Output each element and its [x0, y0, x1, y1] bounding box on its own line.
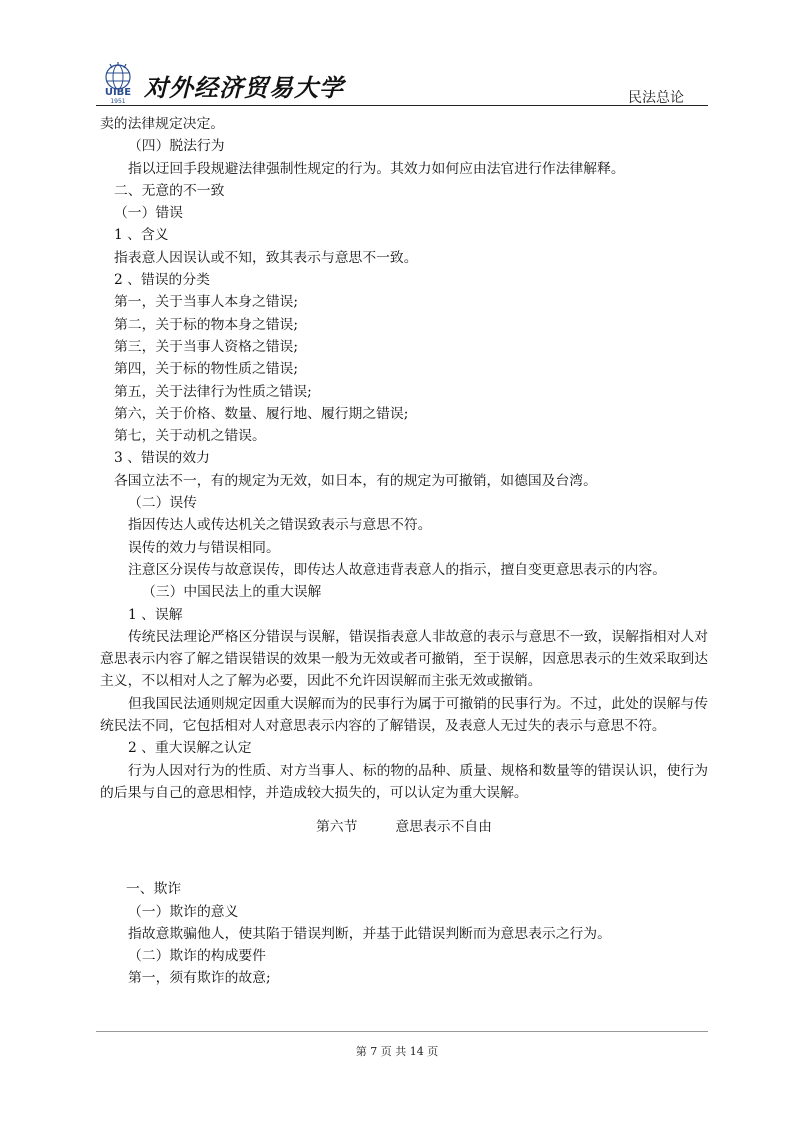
paragraph: 卖的法律规定决定。: [100, 116, 225, 132]
paragraph: 指故意欺骗他人，使其陷于错误判断，并基于此错误判断而为意思表示之行为。: [128, 925, 611, 942]
paragraph: 注意区分误传与故意误传，即传达人故意违背表意人的指示，擅自变更意思表示的内容。: [128, 561, 667, 578]
subheading: （二）欺诈的构成要件: [128, 948, 266, 965]
header-divider: [96, 105, 708, 106]
logo-abbr: UIBE: [104, 87, 132, 98]
heading: 二、无意的不一致: [114, 182, 225, 199]
list-item: 第六，关于价格、数量、履行地、履行期之错误;: [114, 405, 409, 422]
page-header: [96, 62, 708, 106]
document-body: [100, 113, 708, 990]
paragraph: 指以迂回手段规避法律强制性规定的行为。其效力如何应由法官进行作法律解释。: [128, 160, 625, 177]
university-logo-icon: [96, 62, 140, 104]
paragraph: 指表意人因误认或不知，致其表示与意思不一致。: [114, 249, 418, 266]
subheading: （一）欺诈的意义: [128, 903, 239, 920]
list-item: 第四，关于标的物性质之错误;: [114, 361, 299, 378]
subheading: （三）中国民法上的重大误解: [142, 584, 322, 601]
page-number: 第 7 页 共 14 页: [355, 1045, 439, 1058]
subheading: 1 、含义: [114, 227, 169, 244]
university-name: 对外经济贸易大学: [144, 73, 344, 102]
footer-divider: [96, 1031, 708, 1032]
section-title: [100, 816, 708, 838]
list-item: 第二，关于标的物本身之错误;: [114, 316, 299, 333]
paragraph: 各国立法不一，有的规定为无效，如日本，有的规定为可撤销，如德国及台湾。: [114, 472, 597, 489]
list-item: 第三，关于当事人资格之错误;: [114, 338, 299, 355]
subheading: 1 、误解: [128, 606, 183, 623]
logo-year: 1951: [110, 98, 126, 104]
heading: 一、欺诈: [126, 881, 182, 898]
list-item: 第一，须有欺诈的故意;: [128, 970, 271, 987]
subheading: 2 、重大误解之认定: [128, 740, 252, 757]
paragraph: 传统民法理论严格区分错误与误解，错误指表意人非故意的表示与意思不一致，误解指相对人对意思表示内容了解之错误错误的效果一般为无效或者可撤销，至于误解，因意思表示的生效采取到达主义，不以相对人之了解为必要，因此不允许因误解而主张无效或撤销。: [100, 628, 708, 690]
list-item: 第七，关于动机之错误。: [114, 428, 266, 445]
paragraph: 误传的效力与错误相同。: [128, 539, 280, 556]
subheading: （一）错误: [114, 205, 183, 222]
subheading: 3 、错误的效力: [114, 450, 210, 467]
paragraph: 但我国民法通则规定因重大误解而为的民事行为属于可撤销的民事行为。不过，此处的误解与传统民法不同，它包括相对人对意思表示内容的了解错误，及表意人无过失的表示与意思不符。: [100, 695, 708, 735]
section-number: 第六节: [316, 819, 358, 836]
paragraph: 指因传达人或传达机关之错误致表示与意思不符。: [128, 517, 432, 534]
subheading: （二）误传: [128, 495, 197, 512]
subheading: （四）脱法行为: [128, 138, 225, 155]
subheading: 2 、错误的分类: [114, 272, 210, 289]
list-item: 第五，关于法律行为性质之错误;: [114, 383, 312, 400]
section-heading: 意思表示不自由: [395, 819, 492, 836]
course-title: 民法总论: [628, 90, 684, 106]
list-item: 第一，关于当事人本身之错误;: [114, 294, 299, 311]
paragraph: 行为人因对行为的性质、对方当事人、标的物的品种、质量、规格和数量等的错误认识，使行为的后果与自己的意思相悖，并造成较大损失的，可以认定为重大误解。: [100, 762, 708, 801]
